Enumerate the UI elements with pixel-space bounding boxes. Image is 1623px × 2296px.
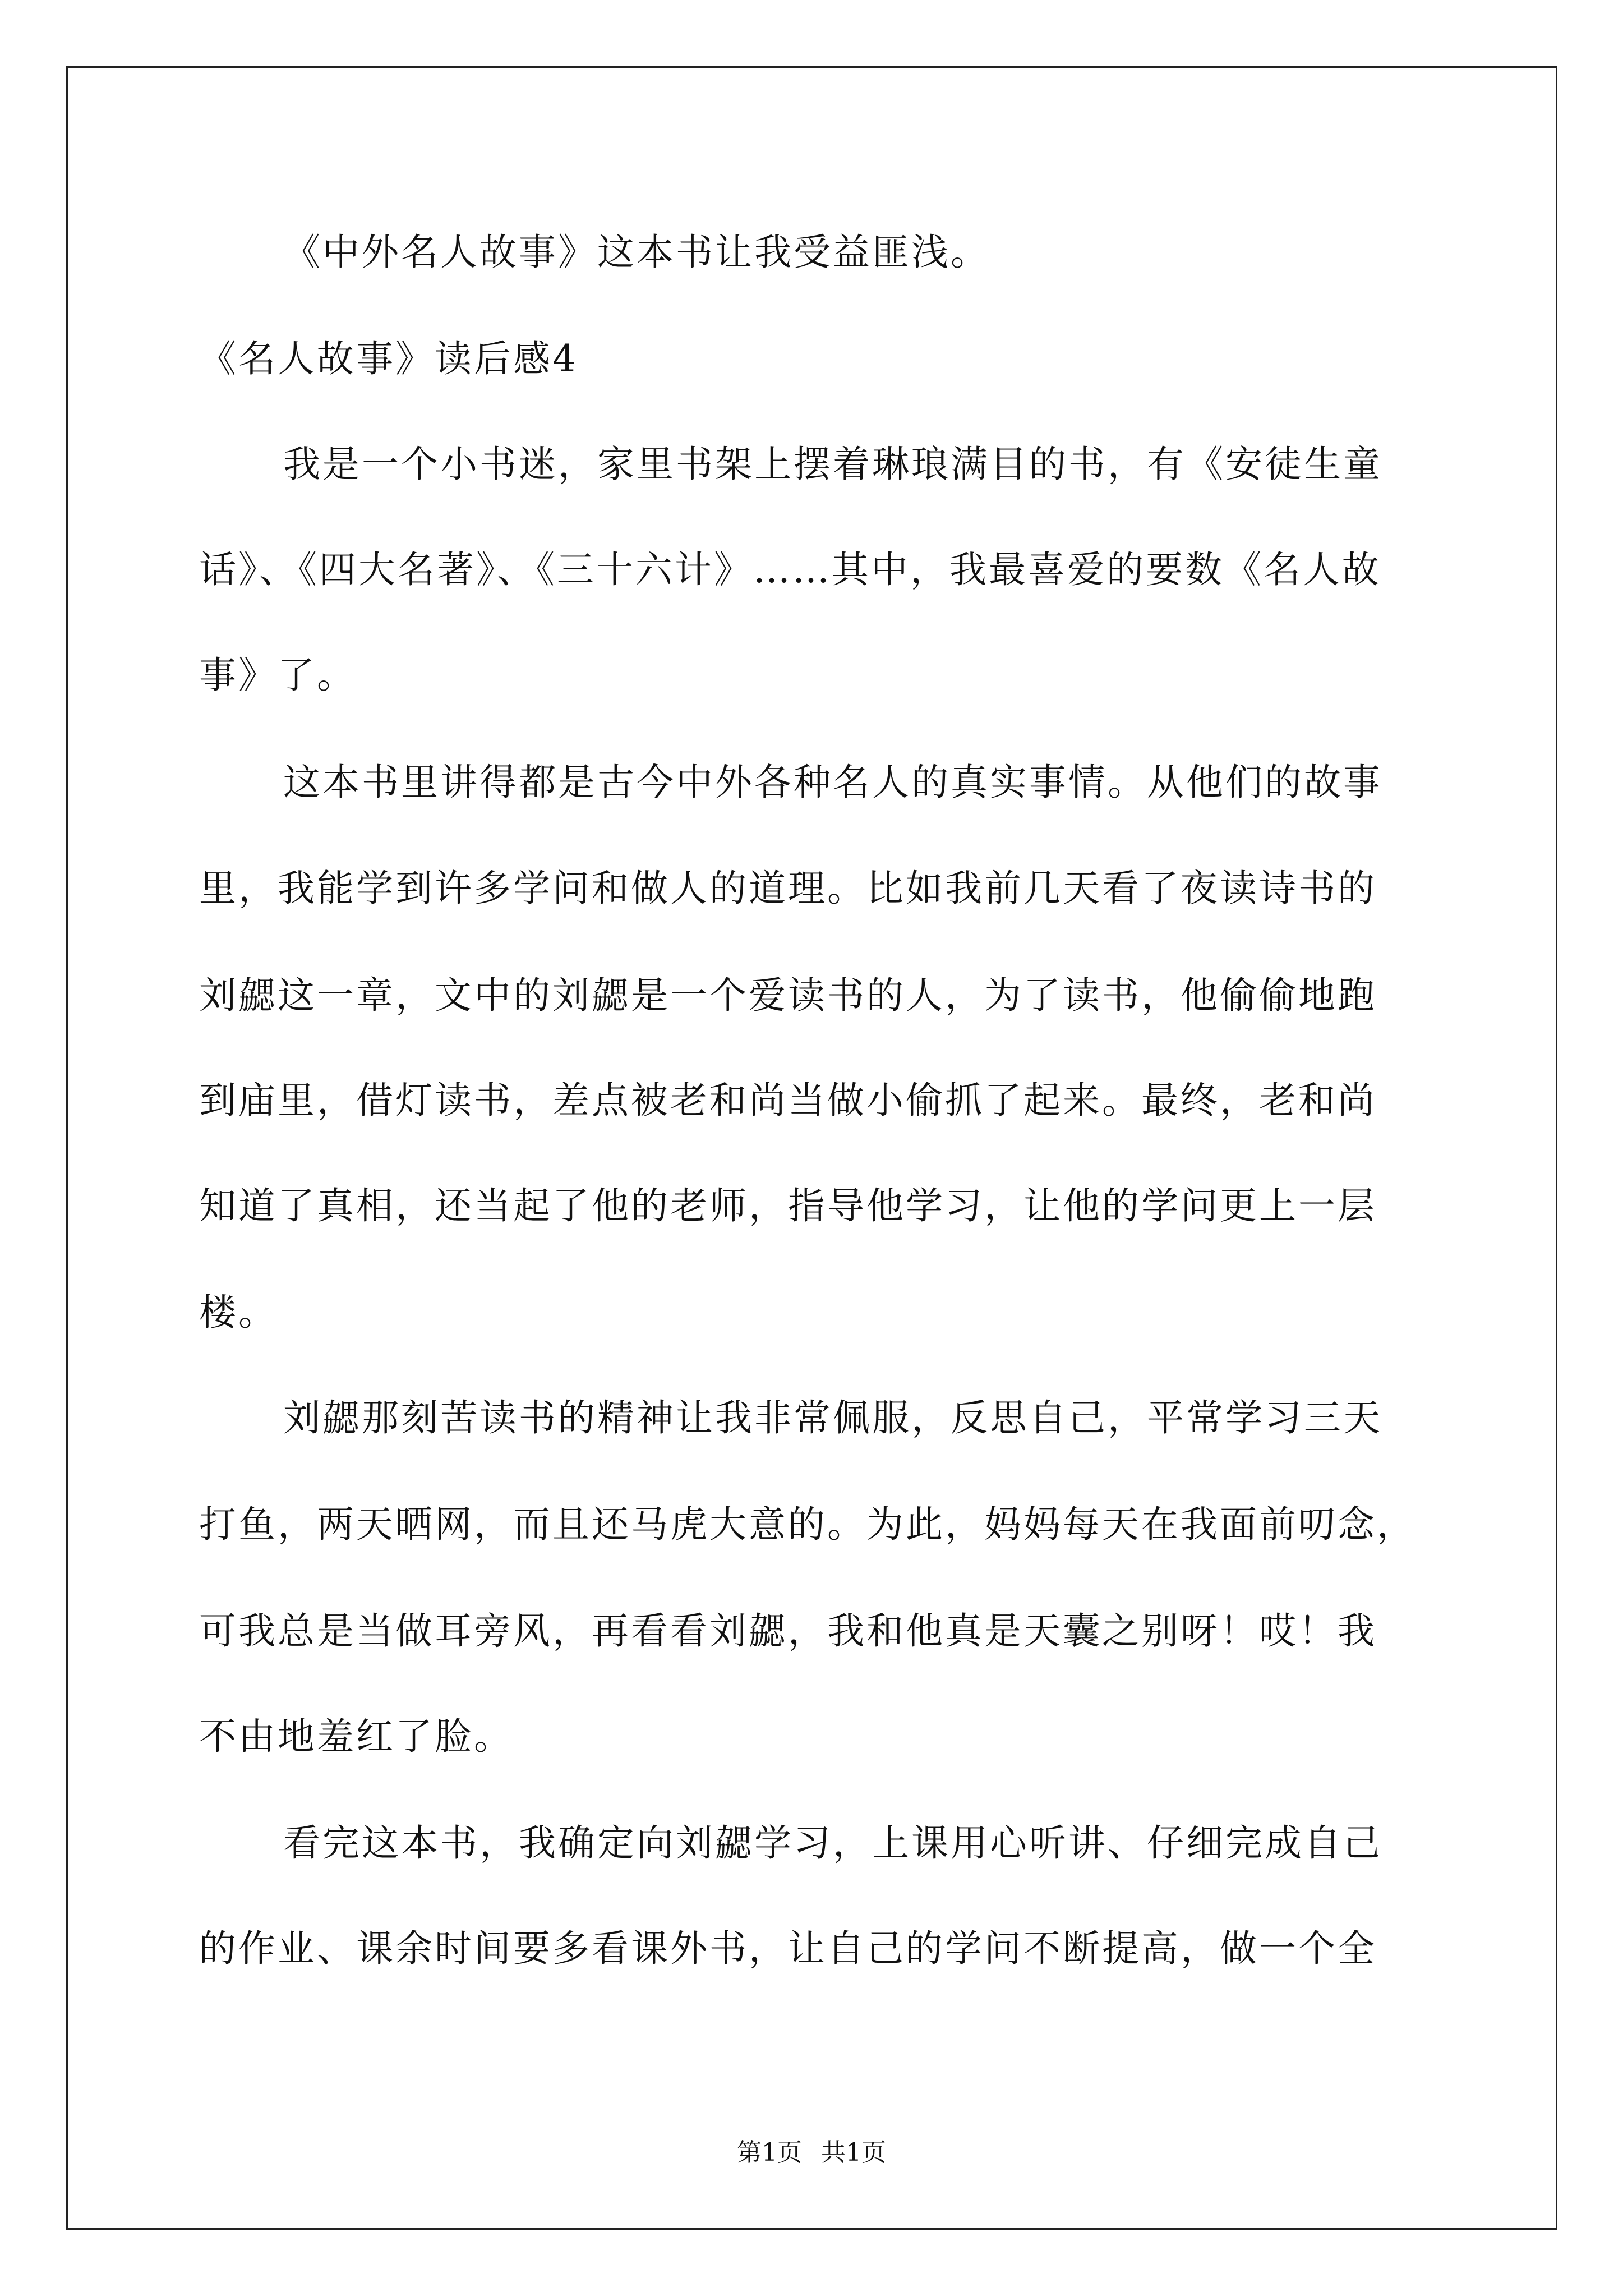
paragraph-line: 这本书里讲得都是古今中外各种名人的真实事情。从他们的故事 <box>283 761 1382 804</box>
page-total: 共1页 <box>821 2138 886 2167</box>
page-number: 第1页 <box>737 2138 802 2167</box>
paragraph-line: 刘勰这一章，文中的刘勰是一个爱读书的人，为了读书，他偷偷地跑 <box>199 974 1377 1017</box>
paragraph-line: 楼。 <box>199 1291 278 1334</box>
paragraph-line: 《中外名人故事》这本书让我受益匪浅。 <box>283 231 990 274</box>
section-title: 《名人故事》读后感4 <box>199 337 578 380</box>
paragraph-line: 事》了。 <box>199 654 356 697</box>
paragraph-line: 不由地羞红了脸。 <box>199 1715 513 1758</box>
paragraph-line: 打鱼，两天晒网，而且还马虎大意的。为此，妈妈每天在我面前叨念， <box>199 1503 1416 1546</box>
paragraph-line: 我是一个小书迷，家里书架上摆着琳琅满目的书，有《安徒生童 <box>283 443 1382 486</box>
paragraph-line: 刘勰那刻苦读书的精神让我非常佩服，反思自己，平常学习三天 <box>283 1396 1382 1439</box>
paragraph-line: 话》、《四大名著》、《三十六计》……其中，我最喜爱的要数《名人故 <box>199 548 1381 591</box>
paragraph-line: 看完这本书，我确定向刘勰学习，上课用心听讲、仔细完成自己 <box>283 1821 1382 1865</box>
page-footer <box>0 2136 1623 2170</box>
paragraph-line: 可我总是当做耳旁风，再看看刘勰，我和他真是天囊之别呀！哎！我 <box>199 1609 1377 1653</box>
paragraph-line: 里，我能学到许多学问和做人的道理。比如我前几天看了夜读诗书的 <box>199 867 1377 910</box>
paragraph-line: 到庙里，借灯读书，差点被老和尚当做小偷抓了起来。最终，老和尚 <box>199 1079 1377 1122</box>
paragraph-line: 的作业、课余时间要多看课外书，让自己的学问不断提高，做一个全 <box>199 1927 1377 1970</box>
paragraph-line: 知道了真相，还当起了他的老师，指导他学习，让他的学问更上一层 <box>199 1184 1377 1227</box>
page-border <box>66 66 1557 2230</box>
